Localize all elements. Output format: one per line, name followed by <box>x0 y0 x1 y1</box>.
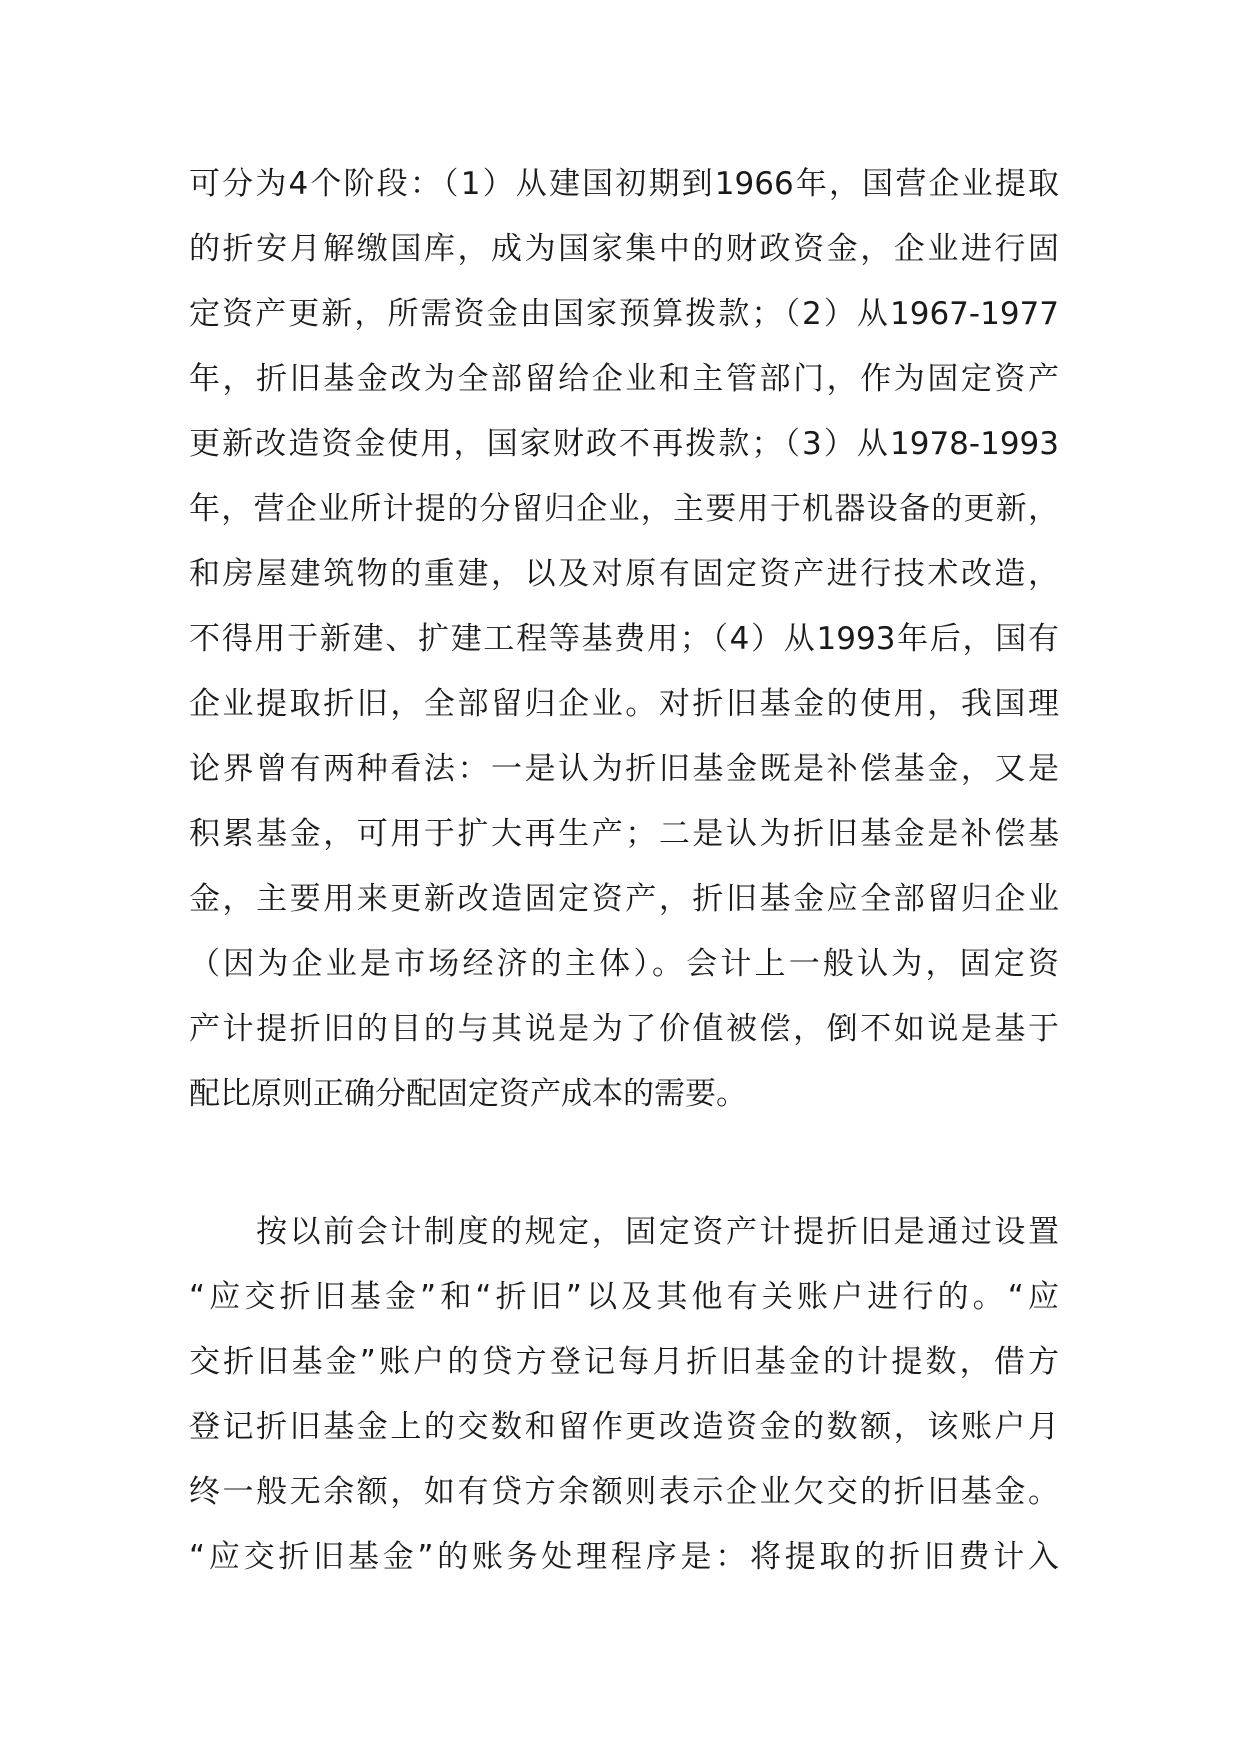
text-line: 企业提取折旧，全部留归企业。对折旧基金的使用，我国理 <box>189 686 1059 722</box>
text-line: 年，折旧基金改为全部留给企业和主管部门，作为固定资产 <box>189 361 1059 397</box>
text-line: “应交折旧基金”和“折旧”以及其他有关账户进行的。“应 <box>189 1279 1059 1315</box>
text-line: 交折旧基金”账户的贷方登记每月折旧基金的计提数，借方 <box>189 1344 1059 1380</box>
text-line: 更新改造资金使用，国家财政不再拨款；（3）从1978-1993 <box>189 426 1059 462</box>
text-line: 年，营企业所计提的分留归企业，主要用于机器设备的更新， <box>189 491 1059 527</box>
text-line: 论界曾有两种看法：一是认为折旧基金既是补偿基金，又是 <box>189 751 1059 787</box>
text-line: 定资产更新，所需资金由国家预算拨款；（2）从1967-1977 <box>189 296 1059 332</box>
text-line: 登记折旧基金上的交数和留作更改造资金的数额，该账户月 <box>189 1409 1059 1445</box>
text-line: 不得用于新建、扩建工程等基费用；（4）从1993年后，国有 <box>189 621 1059 657</box>
text-line: 按以前会计制度的规定，固定资产计提折旧是通过设置 <box>189 1214 1059 1250</box>
text-line: 可分为4个阶段：（1）从建国初期到1966年，国营企业提取 <box>189 166 1059 202</box>
text-line: 积累基金，可用于扩大再生产；二是认为折旧基金是补偿基 <box>189 816 1059 852</box>
paragraph-accounting-rules <box>189 1200 1059 1590</box>
text-line: 配比原则正确分配固定资产成本的需要。 <box>189 1076 747 1112</box>
text-line: “应交折旧基金”的账务处理程序是：将提取的折旧费计入 <box>189 1539 1059 1575</box>
text-line: 和房屋建筑物的重建，以及对原有固定资产进行技术改造， <box>189 556 1059 592</box>
text-line: 产计提折旧的目的与其说是为了价值被偿，倒不如说是基于 <box>189 1011 1059 1047</box>
text-line: 终一般无余额，如有贷方余额则表示企业欠交的折旧基金。 <box>189 1474 1059 1510</box>
text-line: 金，主要用来更新改造固定资产，折旧基金应全部留归企业 <box>189 881 1059 917</box>
paragraph-depreciation-history <box>189 152 1059 1127</box>
text-line: 的折安月解缴国库，成为国家集中的财政资金，企业进行固 <box>189 231 1059 267</box>
text-line: （因为企业是市场经济的主体）。会计上一般认为，固定资 <box>189 946 1059 982</box>
